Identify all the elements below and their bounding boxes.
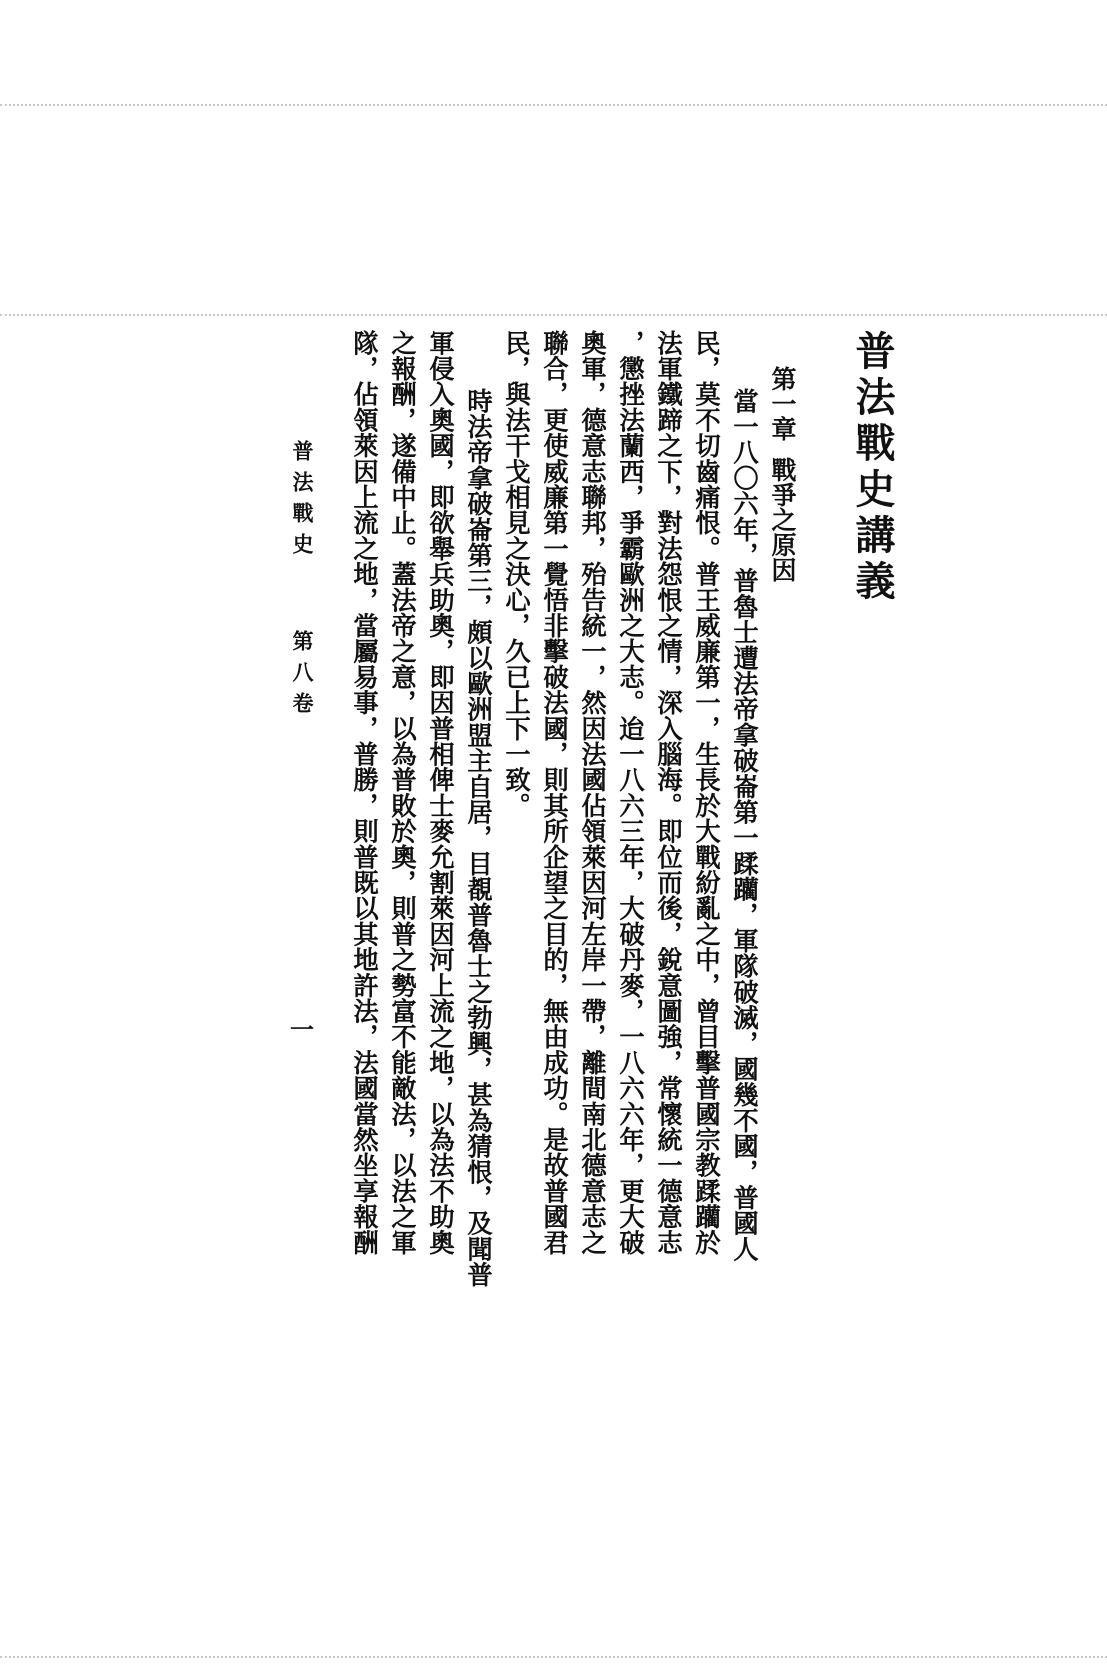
book-page xyxy=(290,330,900,1370)
chapter-number: 第一章 xyxy=(768,366,797,441)
scan-dotted-rule-middle xyxy=(0,314,1107,316)
footer-running-title: 普法戰史 xyxy=(290,440,315,564)
footer-volume: 第八卷 xyxy=(290,630,315,723)
scan-dotted-rule-top xyxy=(0,104,1107,106)
text-column-8: 時法帝拿破崙第三，頗以歐洲盟主自居，目覩普魯士之勃興，甚為猜恨，及聞普 xyxy=(464,388,494,1288)
text-column-11: 隊，佔領萊因上流之地，當屬易事，普勝，則普既以其地許法，法國當然坐享報酬 xyxy=(350,330,380,1256)
text-column-3: 法軍鐵蹄之下，對法怨恨之情，深入腦海。即位而後，銳意圖強，常懷統一德意志 xyxy=(654,330,684,1256)
text-column-4: ，懲挫法蘭西，爭霸歐洲之大志。迨一八六三年，大破丹麥，一八六六年，更大破 xyxy=(616,330,646,1256)
text-column-2: 民，莫不切齒痛恨。普王威廉第一，生長於大戰紛亂之中，曾目擊普國宗教蹂躪於 xyxy=(692,330,722,1256)
text-column-1: 當一八〇六年，普魯士遭法帝拿破崙第一蹂躪，軍隊破滅，國幾不國，普國人 xyxy=(730,388,760,1262)
scan-dotted-rule-bottom xyxy=(0,1656,1107,1658)
chapter-heading xyxy=(768,366,796,582)
text-column-10: 之報酬，遂備中止。蓋法帝之意，以為普敗於奧，則普之勢富不能敵法，以法之軍 xyxy=(388,330,418,1256)
page-number: 一 xyxy=(290,1015,314,1044)
book-title: 普法戰史講義 xyxy=(849,330,896,606)
text-column-7: 民，與法干戈相見之決心，久已上下一致。 xyxy=(502,330,532,819)
text-column-6: 聯合，更使威廉第一覺悟非擊破法國，則其所企望之目的，無由成功。是故普國君 xyxy=(540,330,570,1256)
chapter-title: 戰爭之原因 xyxy=(768,457,797,582)
text-column-5: 奧軍，德意志聯邦，殆告統一，然因法國佔領萊因河左岸一帶，離間南北德意志之 xyxy=(578,330,608,1256)
text-column-9: 軍侵入奧國，即欲舉兵助奧，即因普相俾士麥允割萊因河上流之地，以為法不助奧 xyxy=(426,330,456,1256)
